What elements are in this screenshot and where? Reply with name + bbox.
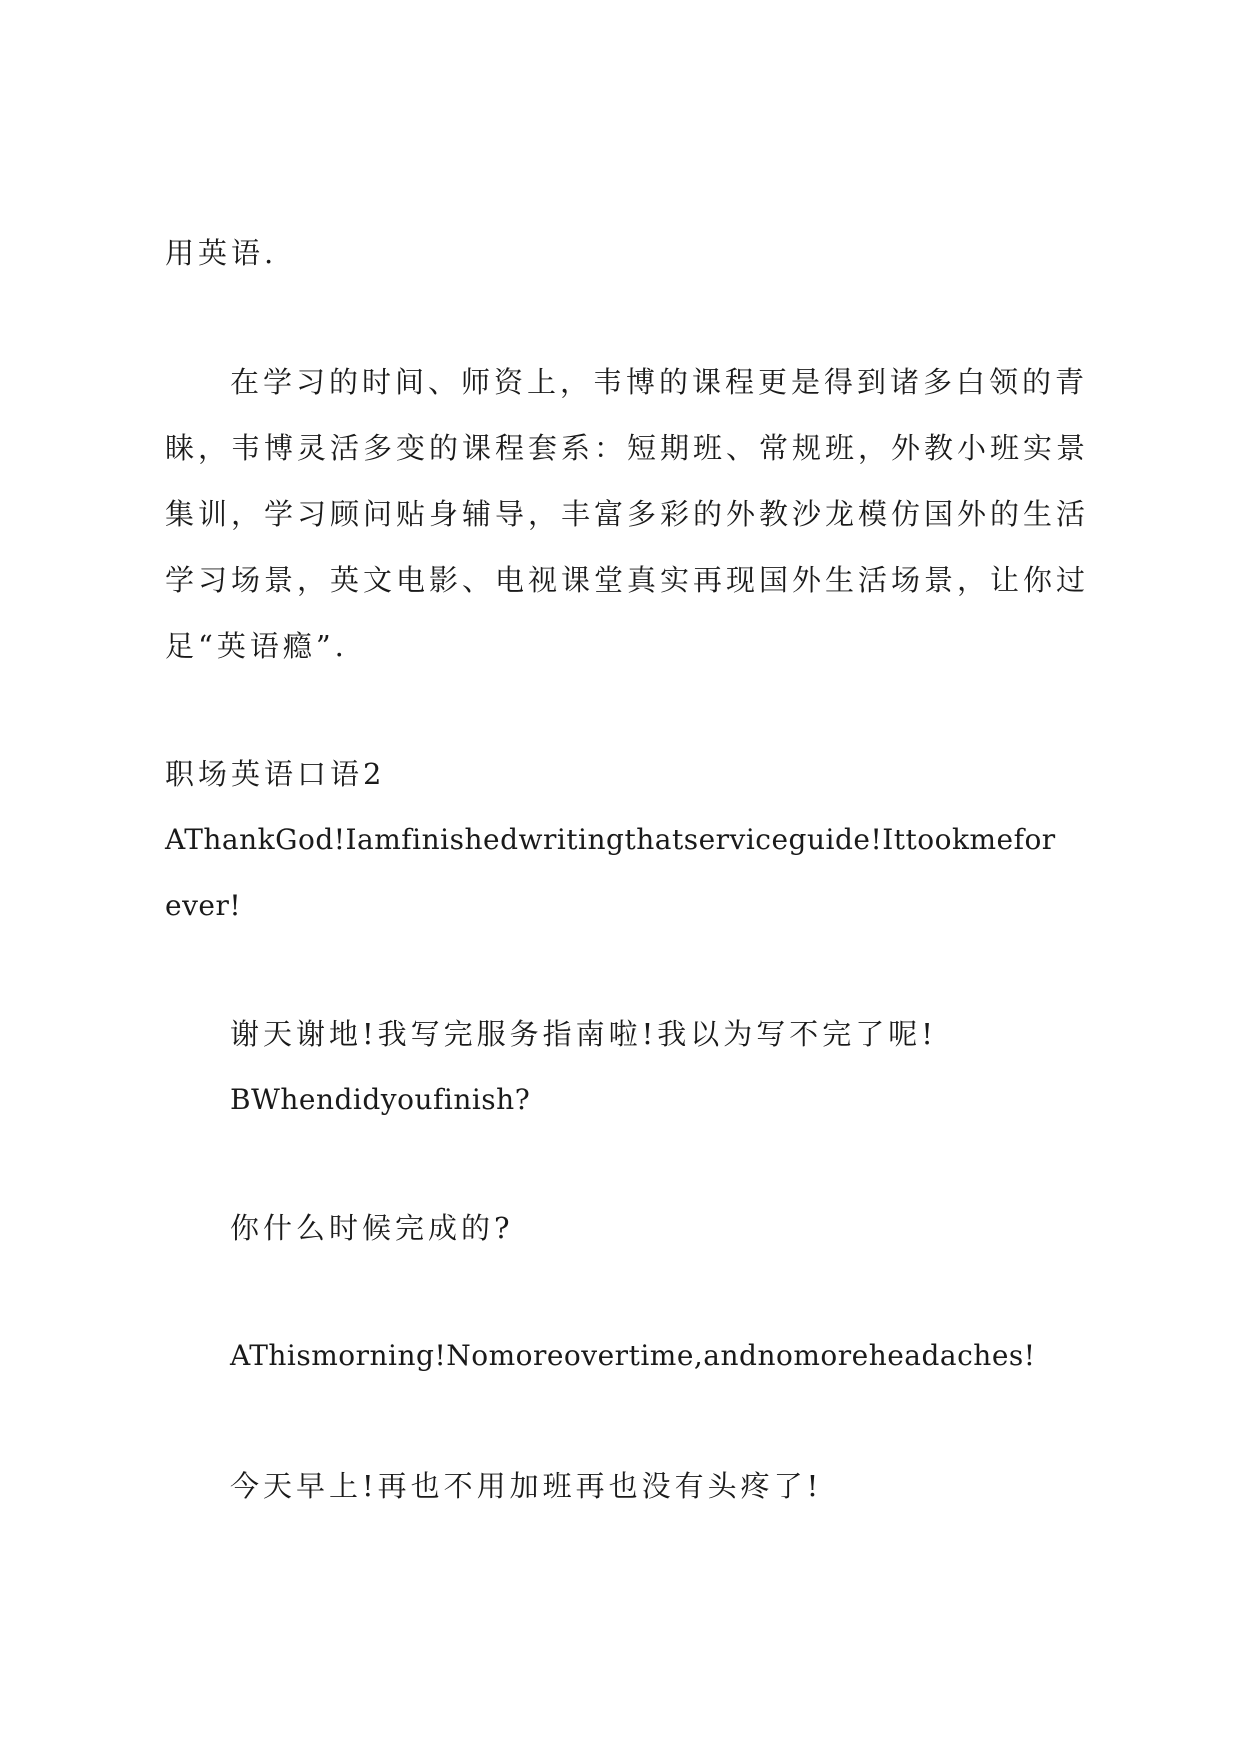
paragraph-line-3: 睐，韦博灵活多变的课程套系：短期班、常规班，外教小班实景	[165, 431, 1090, 465]
english-line-1: AThankGod!Iamfinishedwritingthatserviceguide!Ittookmefor	[165, 823, 1056, 856]
paragraph-line-4: 集训，学习顾问贴身辅导，丰富多彩的外教沙龙模仿国外的生活	[165, 497, 1090, 531]
english-line-3: BWhendidyoufinish?	[230, 1083, 531, 1116]
english-line-2: ever!	[165, 889, 242, 922]
paragraph-line-5: 学习场景，英文电影、电视课堂真实再现国外生活场景，让你过	[165, 563, 1090, 597]
paragraph-line-1: 用英语.	[165, 236, 278, 270]
paragraph-line-6: 足“英语瘾”.	[165, 629, 348, 663]
paragraph-line-2: 在学习的时间、师资上，韦博的课程更是得到诸多白领的青	[230, 365, 1089, 399]
section-heading: 职场英语口语2	[165, 757, 386, 791]
translation-line-2: 你什么时候完成的?	[230, 1211, 514, 1245]
translation-line-1: 谢天谢地!我写完服务指南啦!我以为写不完了呢!	[230, 1017, 937, 1051]
english-line-4: AThismorning!Nomoreovertime,andnomoreheadaches!	[230, 1339, 1036, 1372]
translation-line-3: 今天早上!再也不用加班再也没有头疼了!	[230, 1469, 823, 1503]
